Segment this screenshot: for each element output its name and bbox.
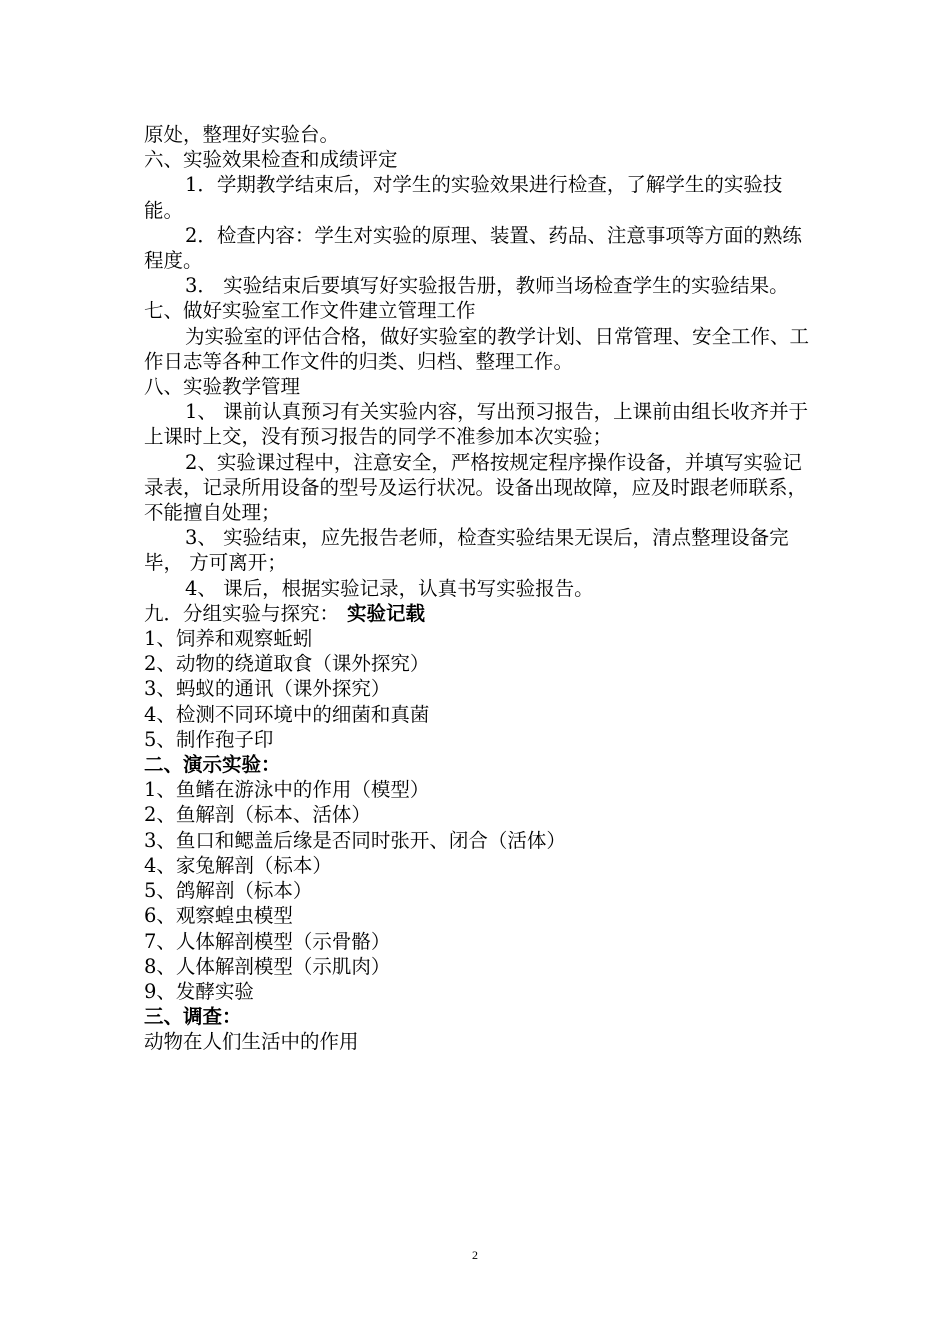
- list-item: 4、检测不同环境中的细菌和真菌: [144, 702, 430, 726]
- list-item: 9、发酵实验: [144, 979, 254, 1003]
- page-number: 2: [472, 1248, 478, 1262]
- paragraph: 4、 课后，根据实验记录，认真书写实验报告。: [185, 576, 594, 600]
- section-heading-9: [144, 601, 814, 626]
- paragraph: 2．检查内容：学生对实验的原理、装置、药品、注意事项等方面的熟练程度。: [144, 223, 802, 273]
- list-item: 5、鸽解剖（标本）: [144, 879, 313, 903]
- section-heading-6: 六、实验效果检查和成绩评定: [144, 148, 398, 172]
- list-item: 2、鱼解剖（标本、活体）: [144, 803, 371, 827]
- paragraph: 1．学期教学结束后，对学生的实验效果进行检查，了解学生的实验技能。: [144, 173, 783, 222]
- paragraph: 原处，整理好实验台。: [144, 123, 340, 146]
- section-heading-9-text: 九．分组实验与探究：: [144, 601, 340, 625]
- list-item: 8、人体解剖模型（示肌肉）: [144, 954, 391, 978]
- list-item: 2、动物的绕道取食（课外探究）: [144, 652, 430, 676]
- list-item: 1、饲养和观察蚯蚓: [144, 627, 313, 651]
- paragraph: 2、实验课过程中，注意安全，严格按规定程序操作设备，并填写实验记录表，记录所用设备的型号及运行状况。设备出现故障，应及时跟老师联系，不能擅自处理；: [144, 450, 808, 525]
- paragraph: 1、 课前认真预习有关实验内容，写出预习报告，上课前由组长收齐并于上课时上交，没有预习报告的同学不准参加本次实验；: [144, 400, 809, 449]
- section-heading-8: 八、实验教学管理: [144, 375, 301, 399]
- paragraph: 3． 实验结束后要填写好实验报告册，教师当场检查学生的实验结果。: [185, 274, 789, 298]
- paragraph: 3、 实验结束，应先报告老师，检查实验结果无误后，清点整理设备完毕， 方可离开；: [144, 526, 789, 575]
- list-item: 6、观察蝗虫模型: [144, 904, 293, 928]
- list-item: 动物在人们生活中的作用: [144, 1030, 359, 1054]
- demo-heading: 二、演示实验：: [144, 753, 281, 777]
- list-item: 3、鱼口和鳃盖后缘是否同时张开、闭合（活体）: [144, 828, 566, 852]
- section-heading-7: 七、做好实验室工作文件建立管理工作: [144, 299, 476, 323]
- paragraph: 为实验室的评估合格，做好实验室的教学计划、日常管理、安全工作、工作日志等各种工作文件的归类、归档、整理工作。: [144, 324, 810, 373]
- list-item: 7、人体解剖模型（示骨骼）: [144, 929, 391, 953]
- document-body: [144, 122, 814, 1055]
- list-item: 4、家兔解剖（标本）: [144, 853, 332, 877]
- list-item: 5、制作孢子印: [144, 727, 274, 751]
- list-item: 1、鱼鳍在游泳中的作用（模型）: [144, 778, 430, 802]
- list-item: 3、蚂蚁的通讯（课外探究）: [144, 677, 391, 701]
- survey-heading: 三、调查：: [144, 1005, 242, 1029]
- section-heading-9-bold: 实验记载: [347, 601, 426, 625]
